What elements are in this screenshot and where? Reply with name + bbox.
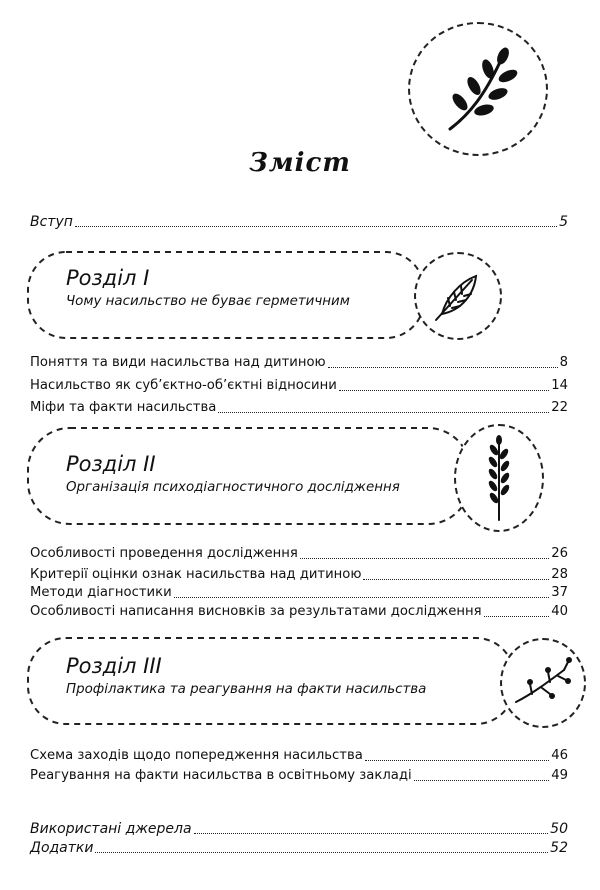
toc-entry-appendices[interactable] [30,840,568,856]
leader-dots [75,226,557,227]
leader-dots [218,412,549,413]
toc-entry-label: Вступ [30,214,73,230]
branch-icon [410,24,546,154]
leaf-icon [416,254,500,338]
toc-entry[interactable] [30,546,568,562]
section-subtitle: Організація психодіагностичного дослідження [66,480,400,495]
section-3-ornament [500,638,586,728]
section-2-ornament [454,424,544,532]
toc-entry-page: 49 [551,768,568,783]
toc-entry-page: 50 [550,821,568,837]
toc-entry[interactable] [30,604,568,620]
page-title: Зміст [249,148,351,178]
section-heading: Розділ II [66,452,156,476]
section-subtitle: Чому насильство не буває герметичним [66,294,350,309]
toc-entry-label: Міфи та факти насильства [30,400,217,415]
toc-entry-label: Насильство як суб’єктно-об’єктні відносини [30,378,337,393]
section-2-heading [66,452,400,495]
leader-dots [414,780,550,781]
toc-entry[interactable] [30,585,568,601]
section-heading: Розділ III [66,654,162,678]
toc-entry-page: 5 [559,214,568,230]
toc-entry-page: 40 [551,604,568,619]
toc-entry[interactable] [30,768,568,784]
toc-entry-page: 37 [551,585,568,600]
leader-dots [365,760,549,761]
section-heading: Розділ I [66,266,150,290]
toc-entry[interactable] [30,378,568,394]
toc-entry-page: 22 [551,400,568,415]
toc-entry-page: 8 [559,355,568,370]
toc-entry-label: Додатки [30,840,94,856]
section-1-ornament [414,252,502,340]
toc-entry-label: Використані джерела [30,821,192,837]
toc-entry[interactable] [30,567,568,583]
leader-dots [174,597,550,598]
toc-entry-label: Поняття та види насильства над дитиною [30,355,326,370]
toc-entry-page: 46 [551,748,568,763]
toc-entry-page: 26 [551,546,568,561]
toc-entry[interactable] [30,400,568,416]
section-1-heading [66,266,350,309]
toc-entry[interactable] [30,748,568,764]
berry-branch-icon [502,640,584,726]
toc-entry-page: 28 [551,567,568,582]
leader-dots [339,390,549,391]
toc-entry-label: Схема заходів щодо попередження насильства [30,748,363,763]
section-subtitle: Профілактика та реагування на факти насильства [66,682,427,697]
toc-entry-intro[interactable] [30,214,568,230]
toc-entry-label: Особливості проведення дослідження [30,546,298,561]
toc-entry[interactable] [30,355,568,371]
section-3-heading [66,654,426,697]
lavender-sprig-icon [456,426,542,530]
toc-entry-label: Реагування на факти насильства в освітньому закладі [30,768,412,783]
toc-entry-label: Критерії оцінки ознак насильства над дитиною [30,567,362,582]
header-ornament [408,22,548,156]
toc-entry-label: Особливості написання висновків за результатами дослідження [30,604,482,619]
toc-entry-sources[interactable] [30,821,568,837]
leader-dots [95,852,548,853]
leader-dots [363,579,549,580]
leader-dots [194,833,549,834]
toc-entry-page: 14 [551,378,568,393]
leader-dots [300,558,549,559]
leader-dots [328,367,558,368]
leader-dots [484,616,550,617]
toc-entry-page: 52 [550,840,568,856]
toc-entry-label: Методи діагностики [30,585,172,600]
